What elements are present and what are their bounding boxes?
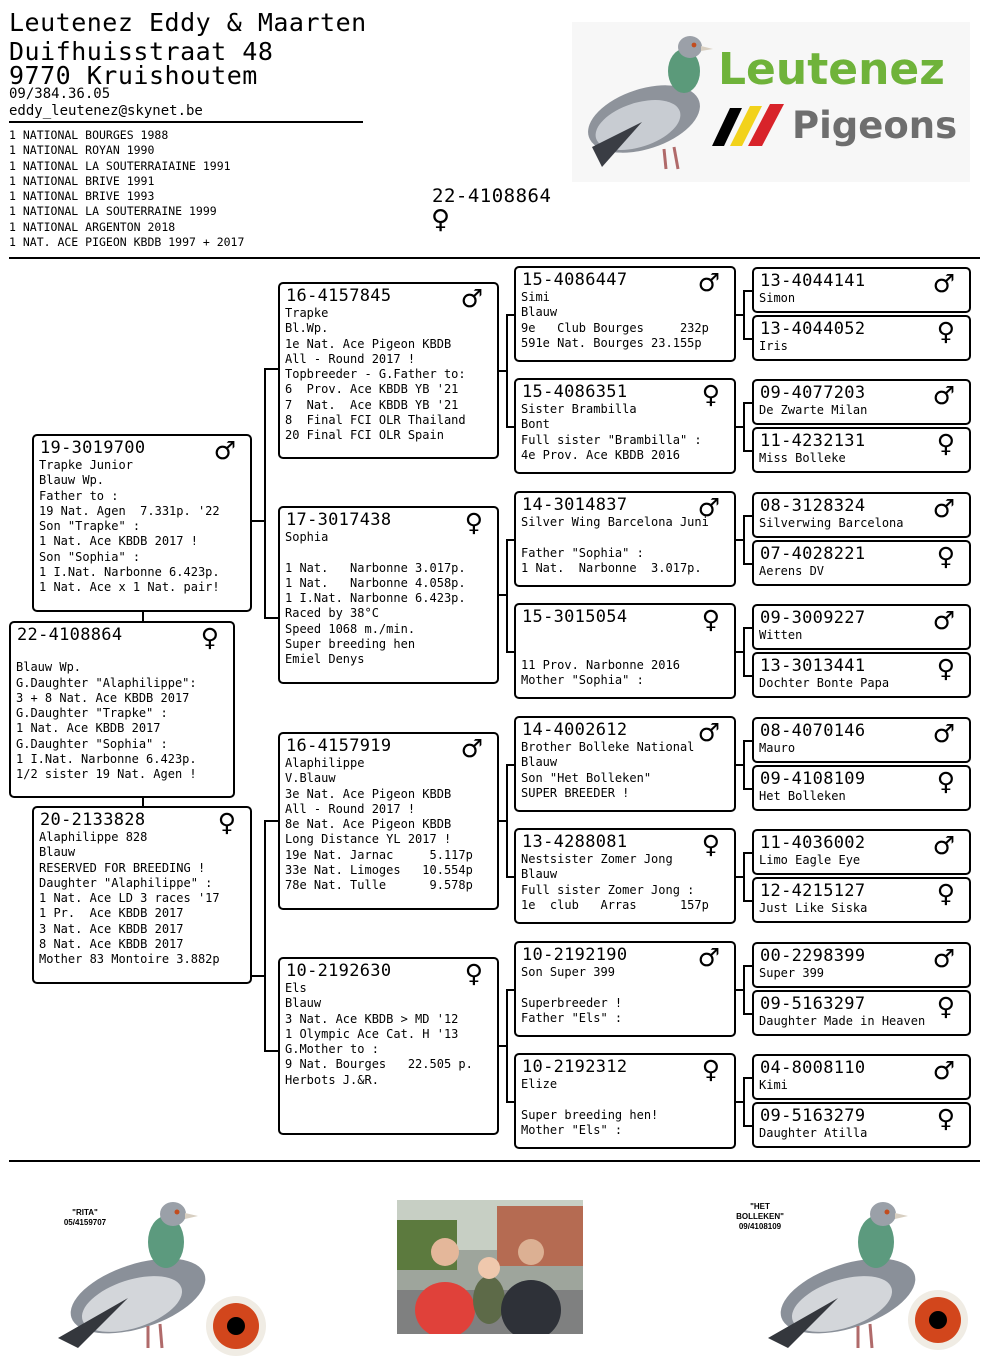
ring-number: 16-4157845 [286,286,392,306]
great-great-grandparent-card [752,604,971,650]
connector-line [743,1077,752,1079]
pedigree-line: Els [285,981,307,995]
pedigree-line: Elize [521,1077,558,1091]
female-symbol-icon: ♀ [200,623,219,652]
male-symbol-icon: ♂ [697,493,720,522]
pedigree-line: 591e Nat. Bourges 23.155p [521,335,702,350]
pedigree-line: Trapke [285,306,329,320]
sire-card [32,434,252,612]
achievement-line: 1 NATIONAL BRIVE 1993 [9,189,155,204]
pedigree-line: Superbreeder ! [521,995,623,1010]
pedigree-line: Father to : [39,488,119,503]
ring-number: 22-4108864 [17,625,123,645]
ring-number: 15-4086447 [522,270,628,290]
pigeon-logo-icon [572,27,717,177]
male-symbol-icon: ♂ [932,269,955,298]
achievement-line: 1 NATIONAL ROYAN 1990 [9,143,155,158]
connector-line [506,1101,514,1103]
subject-card [9,621,235,798]
pedigree-line: Bl.Wp. [285,321,329,336]
pedigree-line: 1 Olympic Ace Cat. H '13 [285,1026,459,1041]
ring-number: 00-2298399 [760,946,866,966]
pedigree-line: Son Super 399 [521,965,615,979]
connector-line [743,740,745,790]
connector-line [506,876,514,878]
male-symbol-icon: ♂ [932,1056,955,1085]
great-great-grandparent-card [752,877,971,923]
grandparent-card [278,506,499,684]
email-underline [9,121,363,123]
header-divider [9,257,980,259]
pedigree-line: Iris [759,339,788,353]
pedigree-line: Witten [759,628,803,642]
female-symbol-icon: ♀ [936,542,955,571]
pedigree-line: 1e club Arras 157p [521,897,709,912]
connector-line [743,1125,752,1127]
ring-number: 14-4002612 [522,720,628,740]
female-symbol-icon: ♀ [936,767,955,796]
pedigree-line: Dochter Bonte Papa [759,676,890,690]
connector-line [743,515,752,517]
left-caption-ring: 05/4159707 [63,1218,107,1227]
pedigree-line: G.Daughter "Alaphilippe": [16,675,197,690]
great-great-grandparent-card [752,379,971,425]
achievement-line: 1 NATIONAL LA SOUTERRAINE 1999 [9,204,217,219]
pedigree-line: Super breeding hen [285,637,416,652]
pedigree-line: 4e Prov. Ace KBDB 2016 [521,447,680,462]
pedigree-line [285,545,466,560]
pedigree-line: 7 Nat. Ace KBDB YB '21 [285,397,459,412]
pedigree-line: 1 Nat. Narbonne 4.058p. [285,575,466,590]
connector-line [743,740,752,742]
subject-ring-header: 22-4108864 [432,185,552,207]
breeder-street: Duifhuisstraat 48 [9,37,274,66]
pedigree-line: Kimi [759,1078,788,1092]
ring-number: 11-4232131 [760,431,866,451]
ring-number: 15-4086351 [522,382,628,402]
pedigree-line: Blauw Wp. [16,660,82,675]
great-great-grandparent-card [752,990,971,1036]
ring-number: 10-2192312 [522,1057,628,1077]
ring-number: 08-4070146 [760,721,866,741]
connector-line [743,402,752,404]
family-photo [397,1200,583,1334]
pedigree-line: RESERVED FOR BREEDING ! [39,860,206,875]
pedigree-line: Simon [759,291,796,305]
connector-line [743,290,752,292]
connector-line [506,989,508,1103]
pedigree-line: 1 I.Nat. Narbonne 6.423p. [16,752,197,767]
breeder-email[interactable]: eddy_leutenez@skynet.be [9,103,203,119]
pedigree-line: Simi [521,290,550,304]
connector-line [264,368,278,370]
pedigree-line [521,530,709,545]
pedigree-line: 1 Nat. Narbonne 3.017p. [521,560,702,575]
male-symbol-icon: ♂ [460,284,483,313]
ring-number: 10-2192190 [522,945,628,965]
right-caption-ring: 09/4108109 [738,1222,782,1231]
ring-number: 11-4036002 [760,833,866,853]
female-symbol-icon: ♀ [431,205,451,235]
pedigree-line: Mother 83 Montoire 3.882p [39,952,220,967]
pedigree-line: Silverwing Barcelona [759,516,904,530]
male-symbol-icon: ♂ [932,944,955,973]
pedigree-line: 3 + 8 Nat. Ace KBDB 2017 [16,690,190,705]
achievement-line: 1 NATIONAL BRIVE 1991 [9,173,155,188]
great-great-grandparent-card [752,427,971,473]
connector-line [743,900,752,902]
connector-line [743,627,752,629]
male-symbol-icon: ♂ [932,719,955,748]
pigeon-rita-photo [48,1198,268,1358]
ring-number: 14-3014837 [522,495,628,515]
pedigree-line: Son "Sophia" : [39,549,141,564]
achievement-line: 1 NATIONAL LA SOUTERRAIAINE 1991 [9,158,231,173]
pedigree-line: Daughter "Alaphilippe" : [39,875,213,890]
pedigree-line: 1 Nat. Ace KBDB 2017 [16,721,161,736]
pedigree-line: All - Round 2017 ! [285,351,416,366]
pedigree-line: V.Blauw [285,771,336,786]
connector-line [743,1077,745,1127]
connector-line [264,820,266,1050]
pedigree-line: 1 Nat. Ace x 1 Nat. pair! [39,580,220,595]
connector-line [743,675,752,677]
great-grandparent-card [514,941,736,1037]
achievement-line: 1 NATIONAL ARGENTON 2018 [9,219,176,234]
connector-line [506,314,514,316]
pedigree-line: De Zwarte Milan [759,403,868,417]
pedigree-line: Blauw Wp. [39,473,105,488]
great-great-grandparent-card [752,540,971,586]
pedigree-line: All - Round 2017 ! [285,801,416,816]
ring-number: 20-2133828 [40,810,146,830]
ring-number: 08-3128324 [760,496,866,516]
ring-number: 13-4288081 [522,832,628,852]
ring-number: 09-3009227 [760,608,866,628]
male-symbol-icon: ♂ [932,606,955,635]
right-caption-name: "HET BOLLEKEN" [736,1202,784,1221]
pedigree-line: Blauw [285,996,322,1011]
ring-number: 04-8008110 [760,1058,866,1078]
breeder-phone: 09/384.36.05 [9,86,111,102]
great-grandparent-card [514,1053,736,1149]
pedigree-line: 1 Nat. Narbonne 3.017p. [285,560,466,575]
female-symbol-icon: ♀ [936,429,955,458]
ring-number: 16-4157919 [286,736,392,756]
pedigree-line: Limo Eagle Eye [759,853,861,867]
pedigree-line: 19e Nat. Jarnac 5.117p [285,847,473,862]
connector-line [743,290,745,340]
pedigree-line: Blauw [521,305,558,320]
pedigree-line: Super 399 [759,966,825,980]
male-symbol-icon: ♂ [460,734,483,763]
connector-line [743,563,752,565]
ring-number: 13-4044052 [760,319,866,339]
belgian-flag-brush-icon [708,102,788,148]
connector-line [506,651,514,653]
connector-line [743,402,745,452]
pedigree-line: Nestsister Zomer Jong [521,852,673,866]
ring-number: 12-4215127 [760,881,866,901]
connector-line [506,539,508,653]
connector-line [743,450,752,452]
pedigree-line: Bont [521,417,550,432]
pedigree-line: 1 I.Nat. Narbonne 6.423p. [39,565,220,580]
ring-number: 07-4028221 [760,544,866,564]
pedigree-line: Alaphilippe 828 [39,830,148,844]
pedigree-line: Daughter Made in Heaven [759,1014,926,1028]
female-symbol-icon: ♀ [701,605,720,634]
pedigree-line: SUPER BREEDER ! [521,785,630,800]
female-symbol-icon: ♀ [701,830,720,859]
pedigree-line: Aerens DV [759,564,825,578]
female-symbol-icon: ♀ [464,508,483,537]
pedigree-line: Sophia [285,530,329,544]
female-symbol-icon: ♀ [936,654,955,683]
pedigree-line: 8e Nat. Ace Pigeon KBDB [285,817,452,832]
achievement-line: 1 NATIONAL BOURGES 1988 [9,128,169,142]
pedigree-line: 3 Nat. Ace KBDB > MD '12 [285,1011,459,1026]
female-symbol-icon: ♀ [701,380,720,409]
great-great-grandparent-card [752,1054,971,1100]
connector-line [506,764,514,766]
connector-line [506,539,514,541]
male-symbol-icon: ♂ [697,943,720,972]
ring-number: 09-4077203 [760,383,866,403]
ring-number: 19-3019700 [40,438,146,458]
pedigree-line: G.Mother to : [285,1042,379,1057]
pedigree-line: 1 Nat. Ace KBDB 2017 ! [39,534,198,549]
pedigree-line: Father "Sophia" : [521,545,644,560]
pedigree-line: 20 Final FCI OLR Spain [285,428,444,443]
male-symbol-icon: ♂ [697,718,720,747]
pedigree-line: Silver Wing Barcelona Juni [521,515,709,529]
connector-line [743,338,752,340]
footer-divider [9,1160,980,1162]
pedigree-line: Speed 1068 m./min. [285,621,416,636]
male-symbol-icon: ♂ [932,831,955,860]
ring-number: 09-5163297 [760,994,866,1014]
connector-line [506,426,514,428]
great-great-grandparent-card [752,765,971,811]
pedigree-line: Emiel Denys [285,652,365,667]
ring-number: 09-4108109 [760,769,866,789]
pedigree-line: 8 Final FCI OLR Thailand [285,413,466,428]
achievement-line: 1 NAT. ACE PIGEON KBDB 1997 + 2017 [9,235,245,250]
pedigree-line: Super breeding hen! [521,1107,659,1122]
pedigree-line: Brother Bolleke National [521,740,695,754]
connector-line [264,820,278,822]
pedigree-line: Full sister Zomer Jong : [521,882,695,897]
pedigree-line: Mother "Els" : [521,1122,623,1137]
pedigree-line: Blauw [521,867,558,882]
pedigree-line [521,980,622,995]
female-symbol-icon: ♀ [464,959,483,988]
pigeon-het-bolleken-photo [758,1198,978,1358]
connector-line [264,368,266,618]
pedigree-line: 1 Nat. Ace LD 3 races '17 [39,891,220,906]
great-grandparent-card [514,603,736,699]
connector-line [264,617,278,619]
great-grandparent-card [514,266,736,362]
connector-line [743,852,745,902]
pedigree-line: Son "Trapke" : [39,519,141,534]
connector-line [506,764,508,878]
great-grandparent-card [514,716,736,812]
connector-line [743,627,745,677]
pedigree-line: 9e Club Bourges 232p [521,320,709,335]
pedigree-line: Raced by 38°C [285,606,379,621]
pedigree-line: 1 Pr. Ace KBDB 2017 [39,906,184,921]
pedigree-line: 19 Nat. Agen 7.331p. '22 [39,503,220,518]
pedigree-line: 9 Nat. Bourges 22.505 p. [285,1057,473,1072]
grandparent-card [278,732,499,910]
connector-line [264,1050,278,1052]
pedigree-line: Blauw [39,845,76,860]
pedigree-line: Miss Bolleke [759,451,846,465]
pedigree-line: Trapke Junior [39,458,133,472]
pedigree-line [16,645,197,660]
logo-text-pigeons: Pigeons [792,104,958,147]
pedigree-line: Het Bolleken [759,789,846,803]
grandparent-card [278,957,499,1135]
ring-number: 13-3013441 [760,656,866,676]
pedigree-line: Father "Els" : [521,1010,623,1025]
pedigree-line: Blauw [521,755,558,770]
pedigree-line: 6 Prov. Ace KBDB YB '21 [285,382,459,397]
great-great-grandparent-card [752,492,971,538]
logo [572,22,970,182]
breeder-city: 9770 Kruishoutem [9,61,258,90]
female-symbol-icon: ♀ [936,1104,955,1133]
pedigree-line: 3 Nat. Ace KBDB 2017 [39,921,184,936]
great-great-grandparent-card [752,315,971,361]
great-great-grandparent-card [752,1102,971,1148]
pedigree-line: Son "Het Bolleken" [521,770,652,785]
connector-line [743,515,745,565]
connector-line [252,520,264,522]
connector-line [743,852,752,854]
pedigree-line: Mother "Sophia" : [521,672,644,687]
female-symbol-icon: ♀ [936,992,955,1021]
pedigree-line: Just Like Siska [759,901,868,915]
connector-line [506,314,508,428]
pedigree-line: 78e Nat. Tulle 9.578p [285,878,473,893]
connector-line [252,975,264,977]
great-great-grandparent-card [752,267,971,313]
great-grandparent-card [514,378,736,474]
pedigree-line: 8 Nat. Ace KBDB 2017 [39,937,184,952]
great-grandparent-card [514,491,736,587]
great-great-grandparent-card [752,652,971,698]
ring-number: 09-5163279 [760,1106,866,1126]
logo-text-leutenez: Leutenez [718,44,945,95]
grandparent-card [278,282,499,459]
great-great-grandparent-card [752,717,971,763]
ring-number: 15-3015054 [522,607,628,627]
great-great-grandparent-card [752,829,971,875]
female-symbol-icon: ♀ [701,1055,720,1084]
pedigree-line: 1 I.Nat. Narbonne 6.423p. [285,591,466,606]
pedigree-line: G.Daughter "Trapke" : [16,706,168,721]
ring-number: 13-4044141 [760,271,866,291]
great-great-grandparent-card [752,942,971,988]
pedigree-line: G.Daughter "Sophia" : [16,736,168,751]
pedigree-line: Herbots J.&R. [285,1072,379,1087]
ring-number: 17-3017438 [286,510,392,530]
pedigree-line: Daughter Atilla [759,1126,868,1140]
pedigree-line: Long Distance YL 2017 ! [285,832,452,847]
ring-number: 10-2192630 [286,961,392,981]
connector-line [743,1013,752,1015]
pedigree-line [521,642,680,657]
pedigree-line: 33e Nat. Limoges 10.554p [285,863,473,878]
female-symbol-icon: ♀ [936,879,955,908]
connector-line [506,989,514,991]
pedigree-line: Topbreeder - G.Father to: [285,367,466,382]
male-symbol-icon: ♂ [697,268,720,297]
male-symbol-icon: ♂ [932,381,955,410]
pedigree-line [521,1092,658,1107]
great-grandparent-card [514,828,736,924]
breeder-name: Leutenez Eddy & Maarten [9,8,367,37]
pedigree-line: 11 Prov. Narbonne 2016 [521,657,680,672]
pedigree-line: Mauro [759,741,796,755]
female-symbol-icon: ♀ [936,317,955,346]
dam-card [32,806,252,984]
connector-line [142,798,144,806]
pedigree-line: Alaphilippe [285,756,365,770]
achievements-list [9,128,244,250]
connector-line [142,612,144,621]
connector-line [743,965,745,1015]
connector-line [743,965,752,967]
pedigree-line: 1e Nat. Ace Pigeon KBDB [285,336,452,351]
pedigree-line: 3e Nat. Ace Pigeon KBDB [285,786,452,801]
male-symbol-icon: ♂ [932,494,955,523]
male-symbol-icon: ♂ [213,436,236,465]
female-symbol-icon: ♀ [217,808,236,837]
pedigree-line: 1/2 sister 19 Nat. Agen ! [16,767,197,782]
connector-line [743,788,752,790]
pedigree-line [521,627,680,642]
pedigree-line: Sister Brambilla [521,402,637,416]
left-caption-name: "RITA" [72,1208,98,1217]
pedigree-line: Full sister "Brambilla" : [521,432,702,447]
